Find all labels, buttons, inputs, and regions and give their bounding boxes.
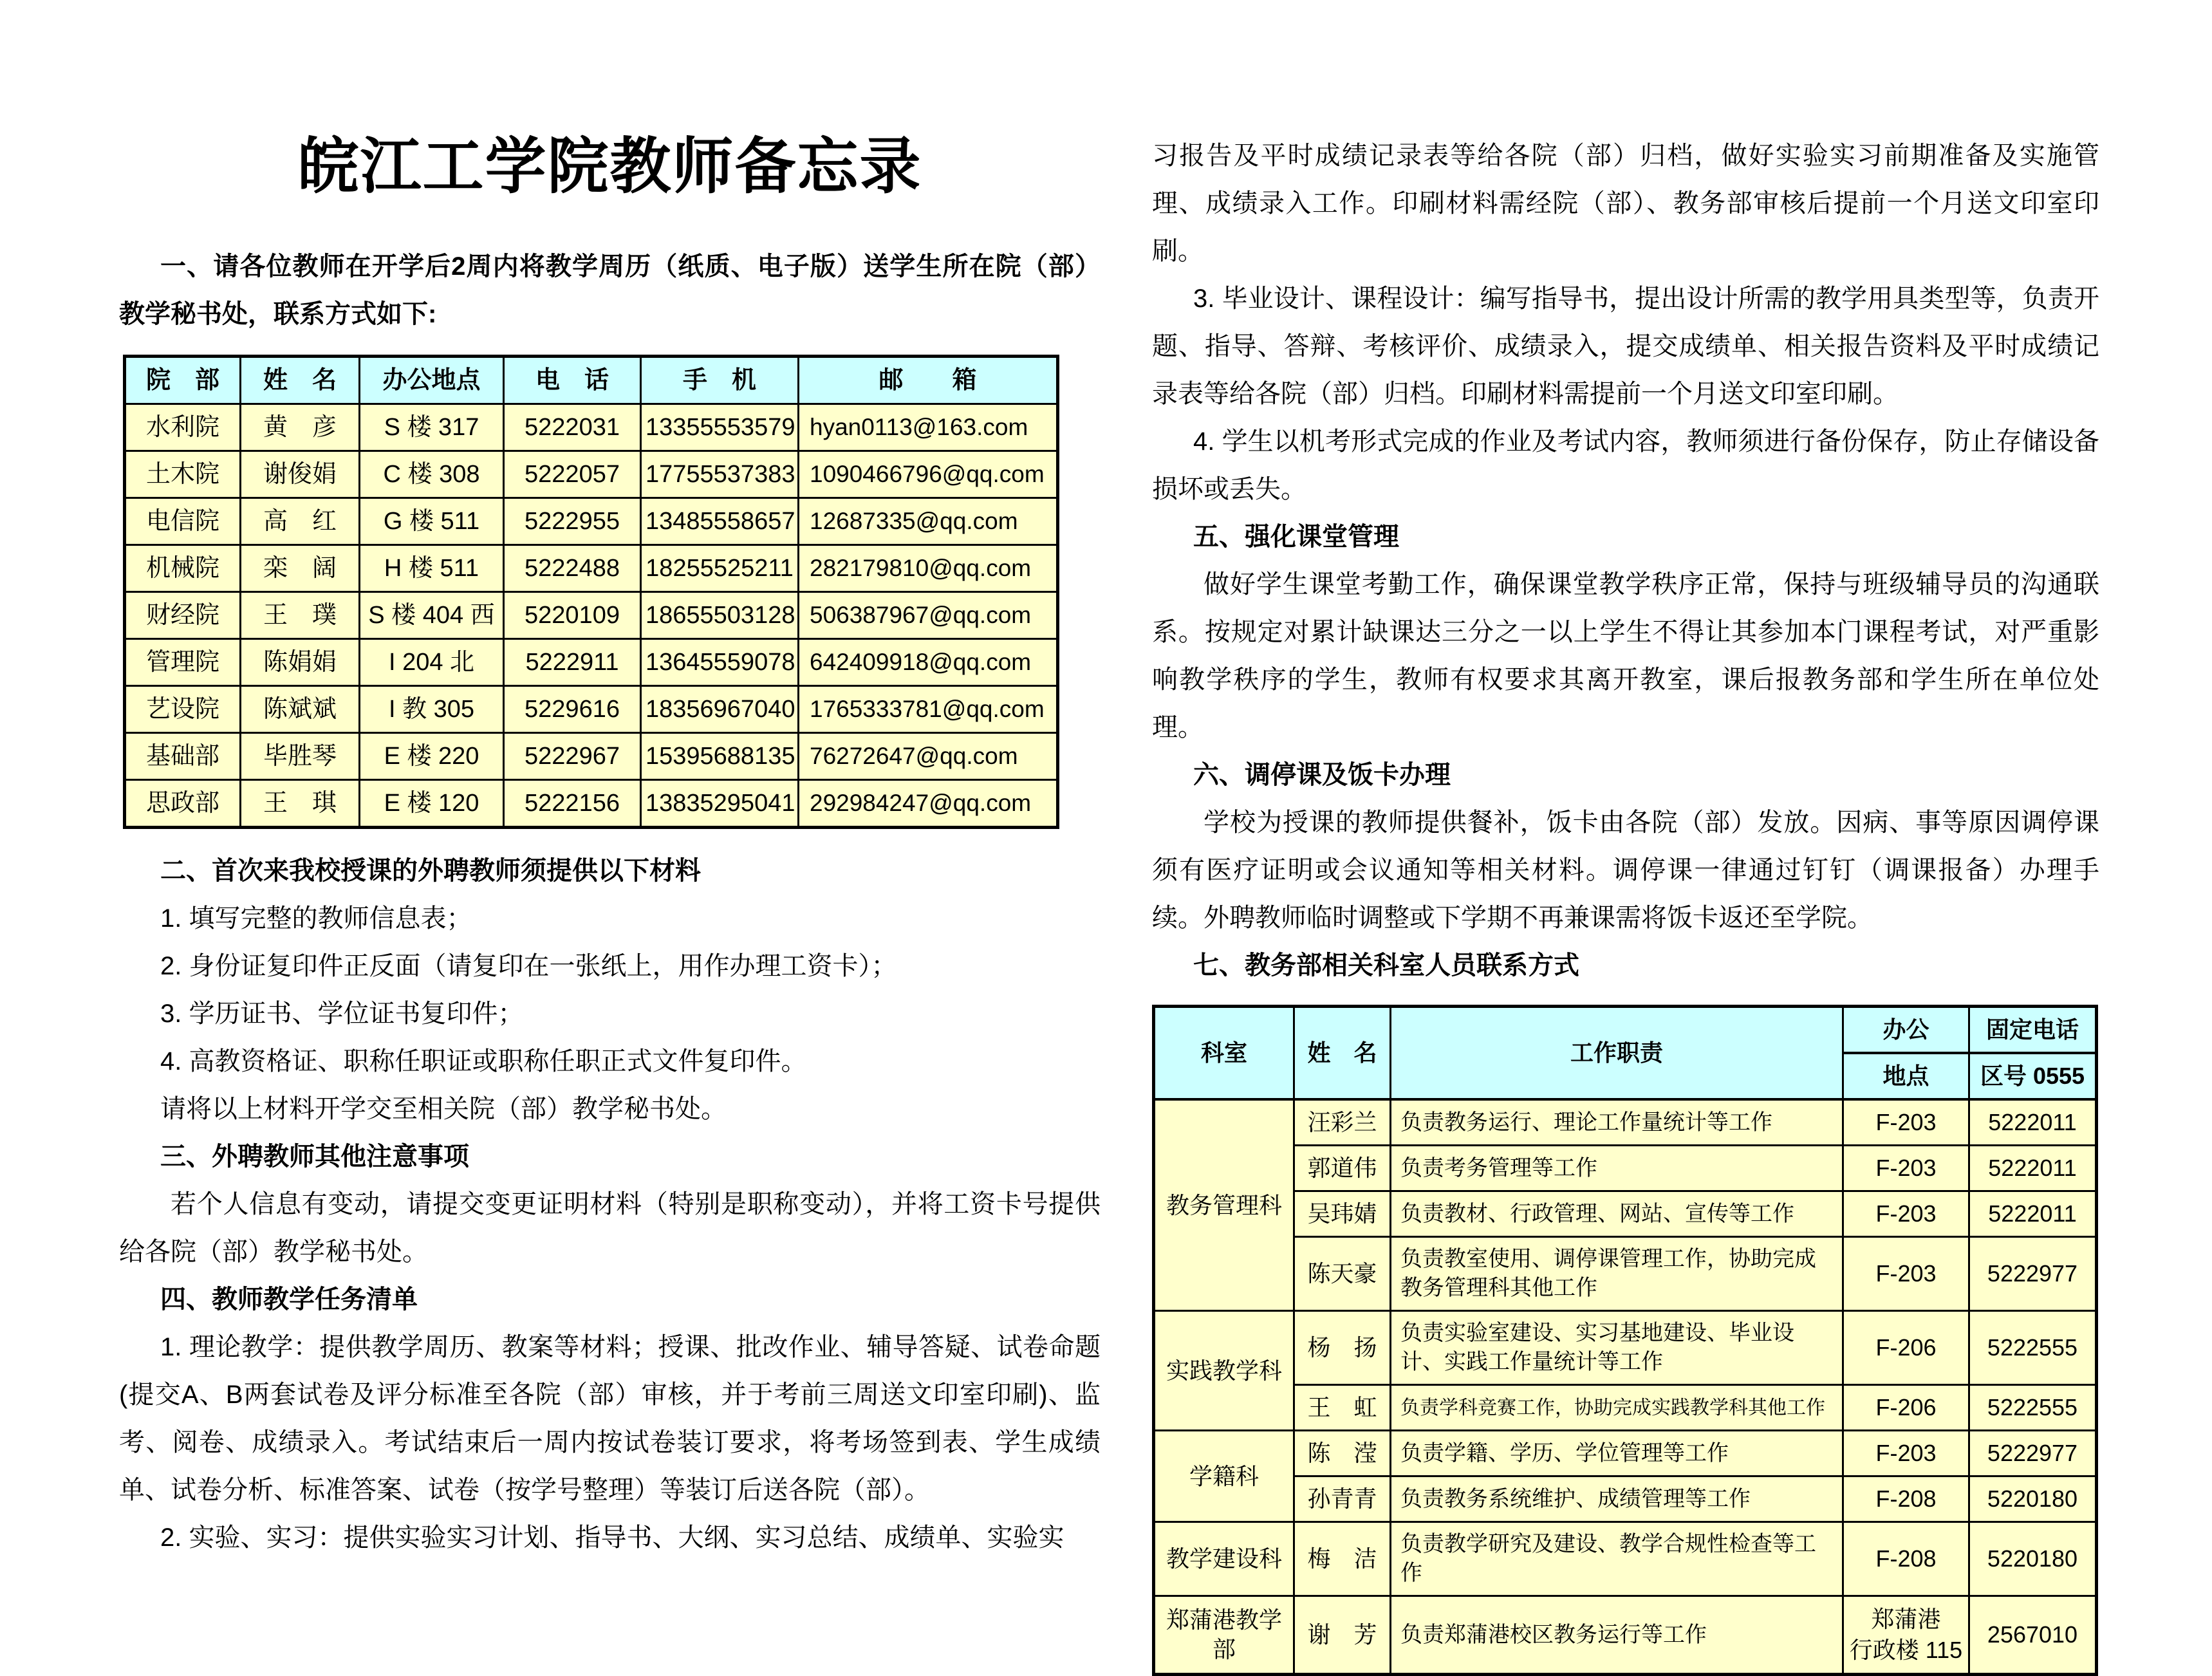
cell-section: 实践教学科 [1154,1311,1294,1431]
section1-lead-paragraph: 一、请各位教师在开学后2周内将教学周历（纸质、电子版）送学生所在院（部）教学秘书处，联系方式如下: [119,252,1101,328]
cell-duty: 负责郑蒲港校区教务运行等工作 [1391,1596,1843,1675]
cell-phone: 5222977 [1969,1237,2097,1311]
cell-department: 机械院 [125,545,241,592]
table-row [1154,1146,2097,1191]
cell-name: 郭道伟 [1294,1146,1391,1191]
cell-name: 毕胜琴 [241,733,360,780]
cell-email: 1090466796@qq.com [799,451,1058,498]
table-row [1154,1237,2097,1311]
cell-duty: 负责学籍、学历、学位管理等工作 [1391,1431,1843,1476]
cell-name: 谢 芳 [1294,1596,1391,1675]
column-header-department: 院 部 [125,357,241,404]
table-row [125,545,1058,592]
cell-phone: 5222031 [504,404,641,451]
cell-phone: 5229616 [504,686,641,733]
cell-office: E 楼 220 [360,733,504,780]
cell-section: 教务管理科 [1154,1099,1294,1311]
section5-paragraph: 做好学生课堂考勤工作，确保课堂教学秩序正常，保持与班级辅导员的沟通联系。按规定对累计缺课达三分之一以上学生不得让其参加本门课程考试，对严重影响教学秩序的学生，教师有权要求其离开教室，课后报教务部和学生所在单位处理。 [1152,570,2099,741]
column-header-phone-bottom: 区号 0555 [1969,1053,2097,1099]
column-header-duty: 工作职责 [1391,1007,1843,1100]
cell-department: 管理院 [125,639,241,686]
table-row [125,686,1058,733]
cell-email: 282179810@qq.com [799,545,1058,592]
column-header-office-bottom: 地点 [1843,1053,1969,1099]
cell-duty: 负责教务运行、理论工作量统计等工作 [1391,1099,1843,1146]
cell-office-line1: 郑蒲港 [1871,1606,1941,1632]
cell-phone: 5222156 [504,780,641,828]
cell-department: 电信院 [125,498,241,545]
cell-duty: 负责教材、行政管理、网站、宣传等工作 [1391,1191,1843,1237]
cell-name: 陈 滢 [1294,1431,1391,1476]
cell-phone: 5222911 [504,639,641,686]
cell-duty: 负责学科竞赛工作，协助完成实践教学科其他工作 [1391,1385,1843,1431]
cell-office: F-208 [1843,1476,1969,1522]
section7-heading: 七、教务部相关科室人员联系方式 [1193,951,1579,980]
column-header-phone: 电 话 [504,357,641,404]
cell-section: 学籍科 [1154,1431,1294,1522]
table-row [125,780,1058,828]
cell-duty: 负责考务管理等工作 [1391,1146,1843,1191]
cell-duty: 负责实验室建设、实习基地建设、毕业设计、实践工作量统计等工作 [1391,1311,1843,1385]
cell-name: 王 琪 [241,780,360,828]
cell-office: C 楼 308 [360,451,504,498]
cell-name: 陈斌斌 [241,686,360,733]
table-row [125,639,1058,686]
cell-phone: 5222555 [1969,1385,2097,1431]
cell-email: 506387967@qq.com [799,592,1058,639]
cell-office: I 教 305 [360,686,504,733]
section2-item-3: 3. 学历证书、学位证书复印件； [160,1000,524,1028]
cell-name: 栾 阔 [241,545,360,592]
cell-office: F-206 [1843,1311,1969,1385]
academic-office-contacts-table [1152,1005,2098,1676]
section4-item-2-continued: 习报告及平时成绩记录表等给各院（部）归档，做好实验实习前期准备及实施管理、成绩录入工作。印刷材料需经院（部）、教务部审核后提前一个月送文印室印刷。 [1152,142,2099,265]
section2-closing: 请将以上材料开学交至相关院（部）教学秘书处。 [160,1095,727,1123]
cell-phone: 5220109 [504,592,641,639]
cell-mobile: 13355553579 [641,404,799,451]
section3-paragraph: 若个人信息有变动，请提交变更证明材料（特别是职称变动），并将工资卡号提供给各院（部）教学秘书处。 [119,1190,1101,1266]
table-row [1154,1522,2097,1596]
section2-item-2: 2. 身份证复印件正反面（请复印在一张纸上，用作办理工资卡）； [160,952,897,980]
section4-heading: 四、教师教学任务清单 [160,1285,418,1314]
cell-department: 艺设院 [125,686,241,733]
cell-office-line2: 行政楼 115 [1849,1637,1963,1663]
cell-name: 杨 扬 [1294,1311,1391,1385]
cell-name: 陈娟娟 [241,639,360,686]
column-header-office: 办公地点 [360,357,504,404]
column-header-office-top: 办公 [1843,1007,1969,1054]
cell-duty: 负责教学研究及建设、教学合规性检查等工作 [1391,1522,1843,1596]
cell-name: 谢俊娟 [241,451,360,498]
cell-phone: 5222488 [504,545,641,592]
table-row [1154,1431,2097,1476]
cell-email: 642409918@qq.com [799,639,1058,686]
cell-office: F-203 [1843,1099,1969,1146]
table-row [1154,1476,2097,1522]
cell-email: 1765333781@qq.com [799,686,1058,733]
table-row [1154,1385,2097,1431]
cell-office [1843,1596,1969,1675]
cell-mobile: 18356967040 [641,686,799,733]
cell-office: F-203 [1843,1431,1969,1476]
cell-department: 思政部 [125,780,241,828]
cell-office: I 204 北 [360,639,504,686]
cell-office: F-203 [1843,1146,1969,1191]
cell-phone: 5220180 [1969,1522,2097,1596]
cell-office: F-208 [1843,1522,1969,1596]
cell-section: 教学建设科 [1154,1522,1294,1596]
cell-name: 梅 洁 [1294,1522,1391,1596]
cell-mobile: 18655503128 [641,592,799,639]
cell-office: H 楼 511 [360,545,504,592]
section4-item-1: 1. 理论教学：提供教学周历、教案等材料；授课、批改作业、辅导答疑、试卷命题(提交A、B两套试卷及评分标准至各院（部）审核，并于考前三周送文印室印刷)、监考、阅卷、成绩录入。考试结束后一周内按试卷装订要求，将考场签到表、学生成绩单、试卷分析、标准答案、试卷（按学号整理）等装订后送各院（部）。 [119,1333,1101,1504]
cell-phone: 5222011 [1969,1146,2097,1191]
right-column [1152,0,2099,1676]
table-row [1154,1311,2097,1385]
cell-duty: 负责教室使用、调停课管理工作，协助完成教务管理科其他工作 [1391,1237,1843,1311]
cell-phone: 5222977 [1969,1431,2097,1476]
cell-section: 郑蒲港教学部 [1154,1596,1294,1675]
cell-office: G 楼 511 [360,498,504,545]
cell-department: 财经院 [125,592,241,639]
cell-phone: 5222011 [1969,1099,2097,1146]
section2-item-4: 4. 高教资格证、职称任职证或职称任职正式文件复印件。 [160,1047,807,1075]
cell-department: 水利院 [125,404,241,451]
college-contacts-table [123,355,1059,829]
section5-heading: 五、强化课堂管理 [1193,523,1399,551]
cell-office: F-203 [1843,1237,1969,1311]
section4-item-2-start: 2. 实验、实习：提供实验实习计划、指导书、大纲、实习总结、成绩单、实验实 [160,1523,1064,1552]
column-header-phone-top: 固定电话 [1969,1007,2097,1054]
cell-office: E 楼 120 [360,780,504,828]
section4-item-3: 3. 毕业设计、课程设计：编写指导书，提出设计所需的教学用具类型等，负责开题、指导、答辩、考核评价、成绩录入，提交成绩单、相关报告资料及平时成绩记录表等给各院（部）归档。印刷材料需提前一个月送文印室印刷。 [1152,284,2099,408]
cell-name: 高 红 [241,498,360,545]
section2-item-1: 1. 填写完整的教师信息表； [160,904,472,933]
cell-mobile: 13485558657 [641,498,799,545]
section4-item-4: 4. 学生以机考形式完成的作业及考试内容，教师须进行备份保存，防止存储设备损坏或丢失。 [1152,427,2099,503]
section6-heading: 六、调停课及饭卡办理 [1193,761,1451,789]
column-header-section: 科室 [1154,1007,1294,1100]
column-header-email: 邮 箱 [799,357,1058,404]
cell-office: F-203 [1843,1191,1969,1237]
section3-heading: 三、外聘教师其他注意事项 [160,1142,469,1171]
cell-name: 王 璞 [241,592,360,639]
table-row [125,451,1058,498]
table-row [1154,1099,2097,1146]
cell-email: 12687335@qq.com [799,498,1058,545]
cell-name: 王 虹 [1294,1385,1391,1431]
cell-department: 基础部 [125,733,241,780]
cell-office: S 楼 404 西 [360,592,504,639]
left-column [119,0,1101,1561]
cell-phone: 5222011 [1969,1191,2097,1237]
cell-name: 吴玮婧 [1294,1191,1391,1237]
table-row [1154,1596,2097,1675]
cell-phone: 5222555 [1969,1311,2097,1385]
cell-name: 孙青青 [1294,1476,1391,1522]
cell-mobile: 18255525211 [641,545,799,592]
cell-duty: 负责教务系统维护、成绩管理等工作 [1391,1476,1843,1522]
table-row [125,592,1058,639]
cell-phone: 5222955 [504,498,641,545]
table-row [125,498,1058,545]
page-title: 皖江工学院教师备忘录 [297,133,922,201]
table-row [125,733,1058,780]
table-header-row [125,357,1058,404]
cell-name: 陈天豪 [1294,1237,1391,1311]
section6-paragraph: 学校为授课的教师提供餐补，饭卡由各院（部）发放。因病、事等原因调停课须有医疗证明或会议通知等相关材料。调停课一律通过钉钉（调课报备）办理手续。外聘教师临时调整或下学期不再兼课需将饭卡返还至学院。 [1152,808,2099,932]
cell-phone: 5222967 [504,733,641,780]
cell-email: hyan0113@163.com [799,404,1058,451]
cell-department: 土木院 [125,451,241,498]
cell-mobile: 17755537383 [641,451,799,498]
table-row [125,404,1058,451]
cell-office: S 楼 317 [360,404,504,451]
cell-phone: 2567010 [1969,1596,2097,1675]
cell-phone: 5220180 [1969,1476,2097,1522]
table-row [1154,1191,2097,1237]
table-header-row [1154,1007,2097,1054]
cell-name: 汪彩兰 [1294,1099,1391,1146]
column-header-name: 姓 名 [1294,1007,1391,1100]
section2-heading: 二、首次来我校授课的外聘教师须提供以下材料 [160,857,701,885]
cell-office: F-206 [1843,1385,1969,1431]
column-header-mobile: 手 机 [641,357,799,404]
cell-email: 292984247@qq.com [799,780,1058,828]
column-header-name: 姓 名 [241,357,360,404]
cell-mobile: 13835295041 [641,780,799,828]
cell-phone: 5222057 [504,451,641,498]
cell-mobile: 15395688135 [641,733,799,780]
cell-mobile: 13645559078 [641,639,799,686]
cell-email: 76272647@qq.com [799,733,1058,780]
cell-name: 黄 彦 [241,404,360,451]
